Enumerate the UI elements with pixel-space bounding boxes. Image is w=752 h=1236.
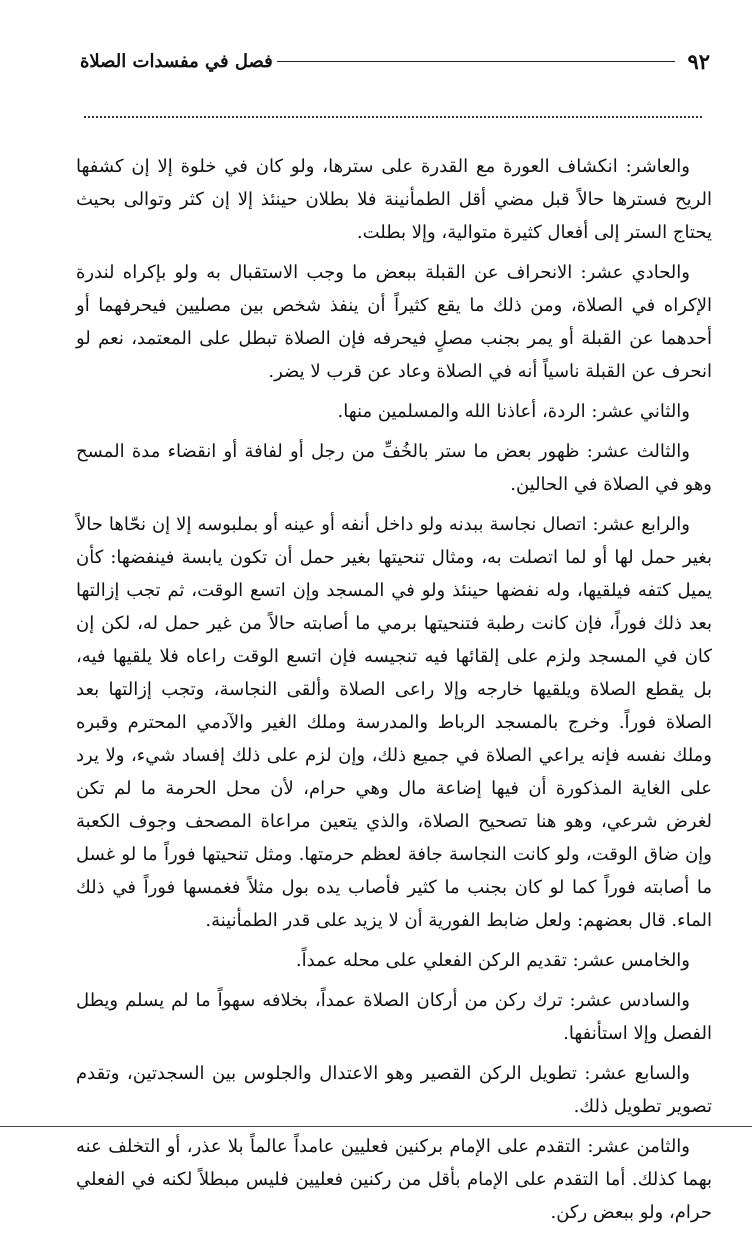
paragraph-17: والسابع عشر: تطويل الركن القصير وهو الاعتدال والجلوس بين السجدتين، وتقدم تصوير تطويل ذلك.	[76, 1063, 712, 1117]
paragraph-12: والثاني عشر: الردة، أعاذنا الله والمسلمين منها.	[337, 401, 690, 422]
paragraph-16: والسادس عشر: ترك ركن من أركان الصلاة عمداً، بخلافه سهواً ما لم يسلم ويطل الفصل وإلا استأنفها.	[76, 990, 712, 1044]
page-number: ٩٢	[687, 48, 710, 74]
page-body	[76, 150, 712, 1236]
header-rule	[277, 61, 676, 62]
dotted-divider	[84, 116, 702, 118]
page-header	[80, 44, 710, 78]
paragraph-13: والثالث عشر: ظهور بعض ما ستر بالخُفِّ من رجل أو لفافة أو انقضاء مدة المسح وهو في الصلاة في الحالين.	[76, 441, 712, 495]
paragraph-14: والرابع عشر: اتصال نجاسة ببدنه ولو داخل أنفه أو عينه أو بملبوسه إلا إن نحّاها حالاً بغير حمل لها أو لما اتصلت به، ومثال تنحيتها بغير حمل أن تكون يابسة فينفضها: كأن يميل كتفه فيلقيها، وله نفضها حينئذ ولو في المسجد وإن اتسع الوقت، ثم تجب إزالتها بعد ذلك فوراً، فإن كانت رطبة فتنحيتها برمي ما أصابته حالاً من غير حمل له، لكن إن كان في المسجد ولزم على إلقائها فيه تنجيسه فإن اتسع الوقت راعاه فلا يلقيها فيه، بل يقطع الصلاة ويلقيها خارجه وإلا راعى الصلاة وألقى النجاسة، وتجب إزالتها بعد الصلاة فوراً. وخرج بالمسجد الرباط والمدرسة وملك الغير والآدمي المحترم وقبره وملك نفسه فإنه يراعي الصلاة في جميع ذلك، وإن لزم على ذلك إفساد شيء، ولا يرد على الغاية المذكورة أن فيها إضاعة مال وهي حرام، لأن محل الحرمة ما لم تكن لغرض شرعي، وهو هنا تصحيح الصلاة، والذي يتعين مراعاة المصحف وجوف الكعبة وإن ضاق الوقت، ولو كانت النجاسة جافة لعظم حرمتها. ومثل تنحيتها فوراً ما لو غسل ما أصابته فوراً كما لو كان بجنب ما كثير فأصاب يده بول مثلاً فغمسها فوراً في ذلك الماء. قال بعضهم: ولعل ضابط الفورية أن لا يزيد على قدر الطمأنينة.	[76, 514, 712, 931]
chapter-title: فصل في مفسدات الصلاة	[80, 50, 273, 72]
bottom-rule	[0, 1126, 752, 1127]
paragraph-15: والخامس عشر: تقديم الركن الفعلي على محله عمداً.	[295, 950, 690, 971]
paragraph-11: والحادي عشر: الانحراف عن القبلة ببعض ما وجب الاستقبال به ولو بإكراه لندرة الإكراه في الصلاة، ومن ذلك ما يقع كثيراً أن ينفذ شخص بين مصليين فيحرفهما أو أحدهما عن القبلة أو يمر بجنب مصلٍ فيحرفه فإن الصلاة تبطل على المعتمد، نعم لو انحرف عن القبلة ناسياً أنه في الصلاة وعاد عن قرب لا يضر.	[76, 262, 712, 382]
paragraph-18: والثامن عشر: التقدم على الإمام بركنين فعليين عامداً عالماً بلا عذر، أو التخلف عنه بهما كذلك. أما التقدم على الإمام بأقل من ركنين فعليين فليس مبطلاً لكنه في الفعلي حرام، ولو ببعض ركن.	[76, 1136, 712, 1223]
paragraph-10: والعاشر: انكشاف العورة مع القدرة على سترها، ولو كان في خلوة إلا إن كشفها الريح فسترها حالاً قبل مضي أقل الطمأنينة فلا بطلان حينئذ إلا إن كثر وتوالى بحيث يحتاج الستر إلى أفعال كثيرة متوالية، وإلا بطلت.	[76, 156, 712, 243]
